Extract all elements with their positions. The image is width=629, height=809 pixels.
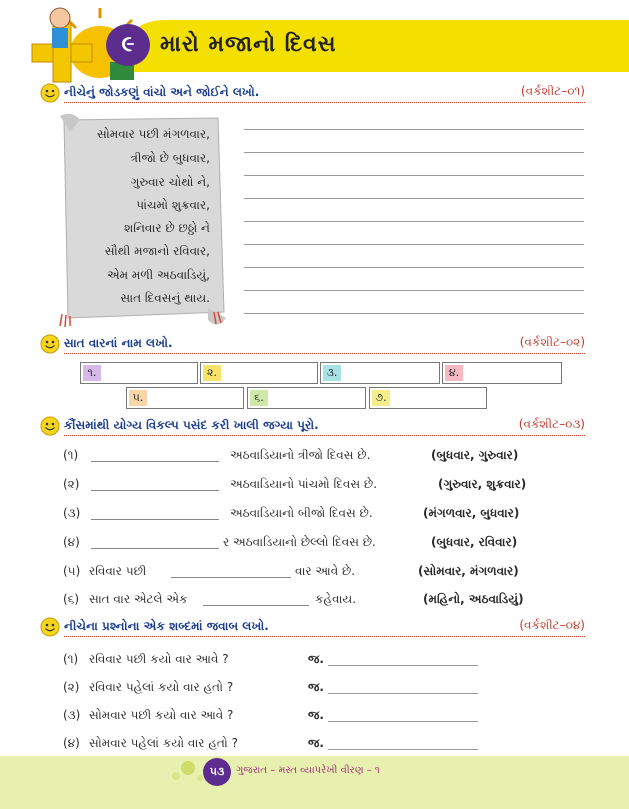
question-row: (૪) સોમવાર પહેલાં કયો વાર હતો ? જ. bbox=[63, 734, 483, 754]
day-box-5[interactable]: ૫. bbox=[126, 387, 244, 409]
blank-field[interactable] bbox=[91, 548, 219, 549]
blank-field[interactable] bbox=[91, 490, 219, 491]
section-title: સાત વારનાં નામ લખો. bbox=[64, 336, 173, 350]
fill-blank-row: (૬) સાત વાર એટલે એક કહેવાય. (મહિનો, અઠવાડિયું) bbox=[63, 592, 524, 606]
writing-line[interactable] bbox=[244, 244, 584, 245]
question-row: (૩) સોમવાર પછી કયો વાર આવે ? જ. bbox=[63, 706, 483, 726]
poem-line: સોમવાર પછી મંગળવાર, bbox=[97, 127, 210, 141]
question-row: (૨) રવિવાર પહેલાં કયો વાર હતો ? જ. bbox=[63, 678, 483, 698]
writing-line[interactable] bbox=[244, 267, 584, 268]
day-box-4[interactable]: ૪. bbox=[442, 362, 562, 384]
poem-line: પાંચમો શુક્રવાર, bbox=[136, 198, 210, 212]
poem-line: સૌથી મજાનો રવિવાર, bbox=[104, 244, 210, 258]
day-box-3[interactable]: ૩. bbox=[320, 362, 440, 384]
section-header-1 bbox=[40, 83, 585, 103]
writing-line[interactable] bbox=[244, 198, 584, 199]
section-header-2 bbox=[40, 334, 585, 354]
writing-line[interactable] bbox=[244, 129, 584, 130]
writing-line[interactable] bbox=[244, 152, 584, 153]
worksheet-code: (વર્કશીટ–૦૩) bbox=[515, 417, 585, 432]
footer-text: ગુજરાત – મસ્ત વ્યાપરેખી વીરણ – ૧ bbox=[236, 765, 380, 776]
fill-blank-row: (૫) રવિવાર પછી વાર આવે છે. (સોમવાર, મંગળવાર) bbox=[63, 564, 519, 578]
writing-line[interactable] bbox=[244, 221, 584, 222]
answer-field[interactable] bbox=[328, 721, 478, 722]
smiley-icon bbox=[40, 416, 60, 436]
fill-blank-row: (૧) અઠવાડિયાનો ત્રીજો દિવસ છે. (બુધવાર, ગુરુવાર) bbox=[63, 448, 519, 462]
section-title: નીચેનું જોડકણું વાંચો અને જોઈને લખો. bbox=[64, 85, 260, 99]
writing-line[interactable] bbox=[244, 290, 584, 291]
worksheet-code: (વર્કશીટ–૦૧) bbox=[517, 84, 585, 99]
day-box-1[interactable]: ૧. bbox=[80, 362, 198, 384]
writing-line[interactable] bbox=[244, 313, 584, 314]
writing-line[interactable] bbox=[244, 175, 584, 176]
day-box-6[interactable]: ૬. bbox=[247, 387, 366, 409]
answer-field[interactable] bbox=[328, 693, 478, 694]
fill-blank-row: (૩) અઠવાડિયાનો બીજો દિવસ છે. (મંગળવાર, બુધવાર) bbox=[63, 506, 520, 520]
section-header-3 bbox=[40, 416, 585, 436]
day-box-2[interactable]: ૨. bbox=[200, 362, 318, 384]
blank-field[interactable] bbox=[91, 461, 219, 462]
smiley-icon bbox=[40, 617, 60, 637]
fill-blank-row: (૨) અઠવાડિયાનો પાંચમો દિવસ છે. (ગુરુવાર, શુક્રવાર) bbox=[63, 477, 527, 491]
blank-field[interactable] bbox=[203, 605, 309, 606]
fill-blank-row: (૪) ર અઠવાડિયાનો છેલ્લો દિવસ છે. (બુધવાર, રવિવાર) bbox=[63, 535, 518, 549]
worksheet-code: (વર્કશીટ–૦૪) bbox=[515, 618, 585, 633]
poem-line: સાત દિવસનું થાય. bbox=[120, 291, 210, 305]
section-title: નીચેના પ્રશ્નોના એક શબ્દમાં જવાબ લખો. bbox=[64, 619, 269, 633]
page-number: ૫૩ bbox=[209, 765, 225, 778]
poem-line: એમ મળી અઠવાડિયું, bbox=[106, 268, 210, 282]
blank-field[interactable] bbox=[171, 577, 291, 578]
answer-field[interactable] bbox=[328, 665, 478, 666]
answer-field[interactable] bbox=[328, 749, 478, 750]
question-row: (૧) રવિવાર પછી કયો વાર આવે ? જ. bbox=[63, 650, 483, 670]
section-header-4 bbox=[40, 617, 585, 637]
day-box-7[interactable]: ૭. bbox=[369, 387, 487, 409]
worksheet-code: (વર્કશીટ–૦૨) bbox=[516, 335, 585, 350]
page-footer bbox=[0, 756, 629, 809]
smiley-icon bbox=[40, 334, 60, 354]
poem-line: ગુરુવાર ચોથો ને, bbox=[130, 175, 210, 189]
blank-field[interactable] bbox=[91, 519, 219, 520]
chapter-number: ૯ bbox=[121, 32, 135, 57]
section-title: કૌંસમાંથી યોગ્ય વિકલ્પ પસંદ કરી ખાલી જગ્યા પૂરો. bbox=[64, 418, 319, 432]
poem-line: શનિવાર છે છઠ્ઠો ને bbox=[124, 221, 210, 235]
chapter-title: મારો મજાનો દિવસ bbox=[160, 32, 337, 57]
poem-line: ત્રીજો છે બુધવાર, bbox=[130, 151, 210, 165]
smiley-icon bbox=[40, 83, 60, 103]
